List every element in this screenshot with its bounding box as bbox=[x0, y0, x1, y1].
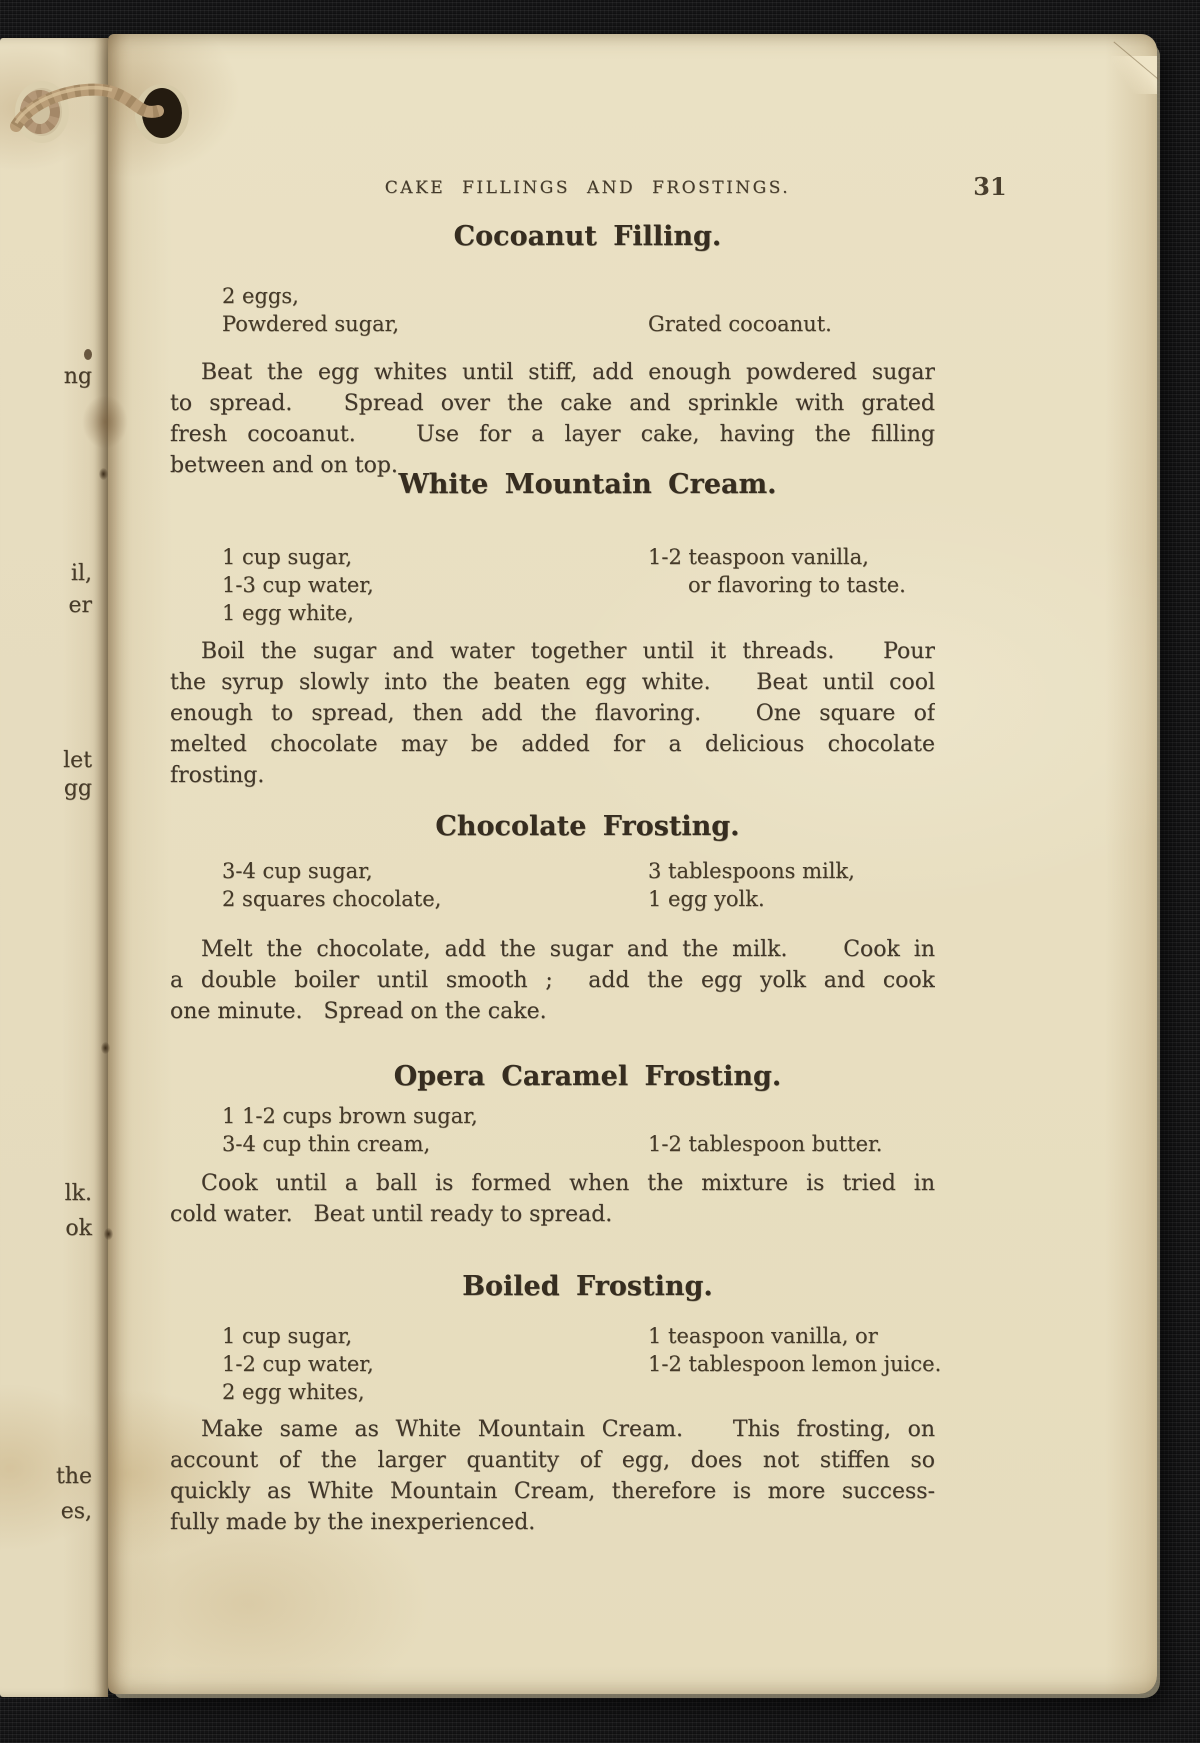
running-header: CAKE FILLINGS AND FROSTINGS. bbox=[384, 178, 791, 198]
dog-ear-fold bbox=[1111, 56, 1157, 94]
ingredient-column bbox=[648, 857, 1088, 913]
recipe-paragraph-line: frosting. bbox=[170, 763, 265, 788]
recipe-title: Cocoanut Filling. bbox=[453, 221, 722, 252]
ingredient-item: 1 1-2 cups brown sugar, bbox=[222, 1104, 478, 1128]
facing-page-text-fragment: the bbox=[55, 1464, 92, 1489]
ingredient-item: 3-4 cup sugar, bbox=[222, 859, 373, 883]
ingredient-item: Powdered sugar, bbox=[222, 312, 400, 336]
ingredient-item: 2 eggs, bbox=[222, 284, 299, 308]
recipe-paragraph-line: Boil the sugar and water together until it threads. Pour bbox=[201, 639, 935, 664]
recipe-paragraph-line: one minute. Spread on the cake. bbox=[170, 999, 547, 1024]
recipe-title: Opera Caramel Frosting. bbox=[393, 1061, 782, 1092]
ingredient-item: 3 tablespoons milk, bbox=[648, 859, 855, 883]
recipe-title: Boiled Frosting. bbox=[462, 1271, 713, 1302]
page-number: 31 bbox=[973, 172, 1007, 201]
ingredient-item bbox=[648, 1102, 1088, 1130]
facing-page-text-fragment: es, bbox=[60, 1499, 92, 1524]
ingredient-column bbox=[648, 1102, 1088, 1158]
recipe-paragraph-line: Cook until a ball is formed when the mixture is tried in bbox=[201, 1171, 935, 1196]
ingredient-item: 3-4 cup thin cream, bbox=[222, 1132, 431, 1156]
ingredient-item: Grated cocoanut. bbox=[648, 312, 832, 336]
ingredient-column bbox=[648, 1322, 1088, 1378]
recipe-paragraph-line: Melt the chocolate, add the sugar and the milk. Cook in bbox=[201, 937, 935, 962]
facing-page-edge bbox=[0, 38, 108, 1697]
ingredient-item: 1 cup sugar, bbox=[222, 545, 353, 569]
recipe-title: Chocolate Frosting. bbox=[435, 811, 740, 842]
ingredient-item: 2 egg whites, bbox=[222, 1380, 365, 1404]
ingredient-column bbox=[222, 1102, 622, 1158]
facing-page-text-fragment: il, bbox=[70, 561, 92, 586]
recipe-paragraph-line: account of the larger quantity of egg, does not stiffen so bbox=[170, 1448, 935, 1473]
ingredient-item bbox=[648, 282, 1088, 310]
recipe-paragraph bbox=[170, 1414, 935, 1538]
recipe-paragraph-line: a double boiler until smooth ; add the egg yolk and cook bbox=[170, 968, 935, 993]
ingredient-item: 1-2 tablespoon butter. bbox=[648, 1132, 883, 1156]
ingredient-item: 1 teaspoon vanilla, or bbox=[648, 1324, 878, 1348]
ingredient-item: 1 egg white, bbox=[222, 601, 354, 625]
ingredient-item: 1-3 cup water, bbox=[222, 573, 374, 597]
facing-page-text-fragment: ok bbox=[65, 1216, 92, 1241]
ingredient-item: or flavoring to taste. bbox=[688, 573, 906, 597]
sewing-hole bbox=[99, 468, 108, 480]
recipe-paragraph bbox=[170, 1168, 935, 1230]
recipe-paragraph-line: Beat the egg whites until stiff, add enough powdered sugar bbox=[201, 360, 935, 385]
ingredient-column bbox=[648, 282, 1088, 338]
recipe-paragraph-line: fully made by the inexperienced. bbox=[170, 1510, 536, 1535]
recipe-paragraph-line: melted chocolate may be added for a delicious chocolate bbox=[170, 732, 935, 757]
ingredient-item: 2 squares chocolate, bbox=[222, 887, 442, 911]
book-page bbox=[108, 34, 1157, 1694]
facing-page-text-fragment: lk. bbox=[64, 1181, 92, 1206]
facing-page-text-fragment: er bbox=[68, 593, 92, 618]
recipe-paragraph bbox=[170, 934, 935, 1027]
sewing-hole bbox=[104, 1228, 113, 1240]
binding-twine bbox=[0, 50, 230, 180]
recipe-paragraph bbox=[170, 357, 935, 481]
ingredient-column bbox=[222, 1322, 622, 1406]
ingredient-item: 1 egg yolk. bbox=[648, 887, 765, 911]
recipe-paragraph-line: between and on top. bbox=[170, 453, 398, 478]
recipe-paragraph-line: cold water. Beat until ready to spread. bbox=[170, 1202, 613, 1227]
ingredient-column bbox=[222, 857, 622, 913]
sewing-hole bbox=[101, 1042, 110, 1054]
recipe-paragraph-line: quickly as White Mountain Cream, therefore is more success- bbox=[170, 1479, 935, 1504]
ingredient-item: 1 cup sugar, bbox=[222, 1324, 353, 1348]
facing-page-text-fragment: let bbox=[63, 748, 92, 773]
ingredient-item: 1-2 cup water, bbox=[222, 1352, 374, 1376]
ingredient-item: 1-2 tablespoon lemon juice. bbox=[648, 1352, 942, 1376]
recipe-paragraph bbox=[170, 636, 935, 791]
recipe-paragraph-line: to spread. Spread over the cake and sprinkle with grated bbox=[170, 391, 935, 416]
ingredient-column bbox=[222, 543, 622, 627]
recipe-paragraph-line: fresh cocoanut. Use for a layer cake, having the filling bbox=[170, 422, 935, 447]
ink-speck bbox=[84, 349, 92, 360]
facing-page-text-fragment: ng bbox=[63, 364, 92, 389]
recipe-paragraph-line: Make same as White Mountain Cream. This frosting, on bbox=[201, 1417, 935, 1442]
ingredient-column bbox=[648, 543, 1088, 599]
recipe-title: White Mountain Cream. bbox=[398, 469, 777, 500]
facing-page-text-fragment: gg bbox=[63, 776, 92, 801]
recipe-paragraph-line: the syrup slowly into the beaten egg white. Beat until cool bbox=[170, 670, 935, 695]
recipe-paragraph-line: enough to spread, then add the flavoring. One square of bbox=[170, 701, 935, 726]
gutter-smudge-stain bbox=[82, 395, 128, 449]
ingredient-item: 1-2 teaspoon vanilla, bbox=[648, 545, 869, 569]
ingredient-column bbox=[222, 282, 622, 338]
